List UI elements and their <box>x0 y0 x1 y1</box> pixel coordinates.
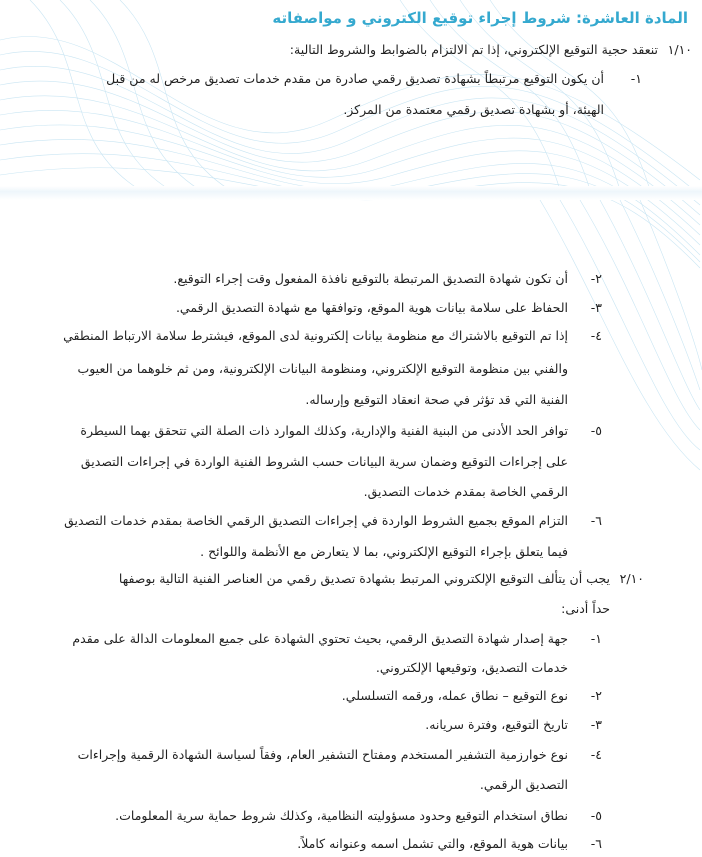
section1-item4-number: ٤- <box>590 328 602 343</box>
section1-item1-number: ١- <box>630 71 642 86</box>
section1-item5-number: ٥- <box>590 423 602 438</box>
section1-number: ١/١٠ <box>667 42 692 57</box>
section1-item2-number: ٢- <box>590 271 602 286</box>
section2-number: ٢/١٠ <box>619 571 644 586</box>
section1-item3-number: ٣- <box>590 300 602 315</box>
section2-item3-line1: تاريخ التوقيع، وفترة سريانه. <box>425 717 568 732</box>
section2-item1-line1: جهة إصدار شهادة التصديق الرقمي، بحيث تحتوي الشهادة على جميع المعلومات الدالة على مقدم <box>72 631 568 646</box>
section1-item4-line2: والفني بين منظومة التوقيع الإلكتروني، ومنظومة البيانات الإلكترونية، ومن ثم خلوهما من العيوب <box>77 361 568 376</box>
section1-item6-number: ٦- <box>590 513 602 528</box>
section1-item6-line2: فيما يتعلق بإجراء التوقيع الإلكتروني، بما لا يتعارض مع الأنظمة واللوائح . <box>200 544 568 559</box>
section1-item3-line1: الحفاظ على سلامة بيانات هوية الموقع، وتوافقها مع شهادة التصديق الرقمي. <box>175 300 568 315</box>
section1-item1-line2: الهيئة، أو بشهادة تصديق رقمي معتمدة من المركز. <box>343 102 604 117</box>
section1-intro: تنعقد حجية التوقيع الإلكتروني، إذا تم الالتزام بالضوابط والشروط التالية: <box>289 42 658 57</box>
section2-intro-line1: يجب أن يتألف التوقيع الإلكتروني المرتبط بشهادة تصديق رقمي من العناصر الفنية التالية بوصفها <box>118 571 610 586</box>
section1-item2-line1: أن تكون شهادة التصديق المرتبطة بالتوقيع نافذة المفعول وقت إجراء التوقيع. <box>173 271 568 286</box>
section2-item4-line2: التصديق الرقمي. <box>479 777 568 792</box>
section1-item5-line2: على إجراءات التوقيع وضمان سرية البيانات حسب الشروط الفنية الواردة في إجراءات التصديق <box>80 454 568 469</box>
section2-item6-line1: بيانات هوية الموقع، والتي تشمل اسمه وعنوانه كاملاً. <box>297 836 568 851</box>
page-break-band <box>0 186 702 200</box>
section1-item4-line1: إذا تم التوقيع بالاشتراك مع منظومة بيانات إلكترونية لدى الموقع، فيشترط سلامة الارتباط المنطقي <box>63 328 568 343</box>
section2-item5-number: ٥- <box>590 808 602 823</box>
section1-item6-line1: التزام الموقع بجميع الشروط الواردة في إجراءات التصديق الرقمي الخاصة بمقدم خدمات التصديق <box>64 513 568 528</box>
section2-item1-line2: خدمات التصديق، وتوقيعها الإلكتروني. <box>375 660 568 675</box>
section2-item3-number: ٣- <box>590 717 602 732</box>
section1-item5-line3: الرقمي الخاصة بمقدم خدمات التصديق. <box>363 484 568 499</box>
section2-item6-number: ٦- <box>590 836 602 851</box>
section1-item1-line1: أن يكون التوقيع مرتبطاً بشهادة تصديق رقمي صادرة من مقدم خدمات تصديق مرخص له من قبل <box>106 71 604 86</box>
article-title: المادة العاشرة: شروط إجراء توقيع الكتروني و مواصفاته <box>272 9 688 27</box>
section1-item4-line3: الفنية التي قد تؤثر في صحة انعقاد التوقيع وإرساله. <box>305 392 568 407</box>
section2-item4-number: ٤- <box>590 747 602 762</box>
section2-item1-number: ١- <box>590 631 602 646</box>
section2-intro-line2: حداً أدنى: <box>561 601 610 616</box>
section2-item5-line1: نطاق استخدام التوقيع وحدود مسؤوليته النظامية، وكذلك شروط حماية سرية المعلومات. <box>115 808 568 823</box>
section2-item4-line1: نوع خوارزمية التشفير المستخدم ومفتاح التشفير العام، وفقاً لسياسة الشهادة الرقمية وإجراءات <box>77 747 568 762</box>
section2-item2-number: ٢- <box>590 688 602 703</box>
section1-item5-line1: توافر الحد الأدنى من البنية الفنية والإدارية، وكذلك الموارد ذات الصلة التي تتحقق بهما السيطرة <box>80 423 568 438</box>
section2-item2-line1: نوع التوقيع – نطاق عمله، ورقمه التسلسلي. <box>341 688 568 703</box>
